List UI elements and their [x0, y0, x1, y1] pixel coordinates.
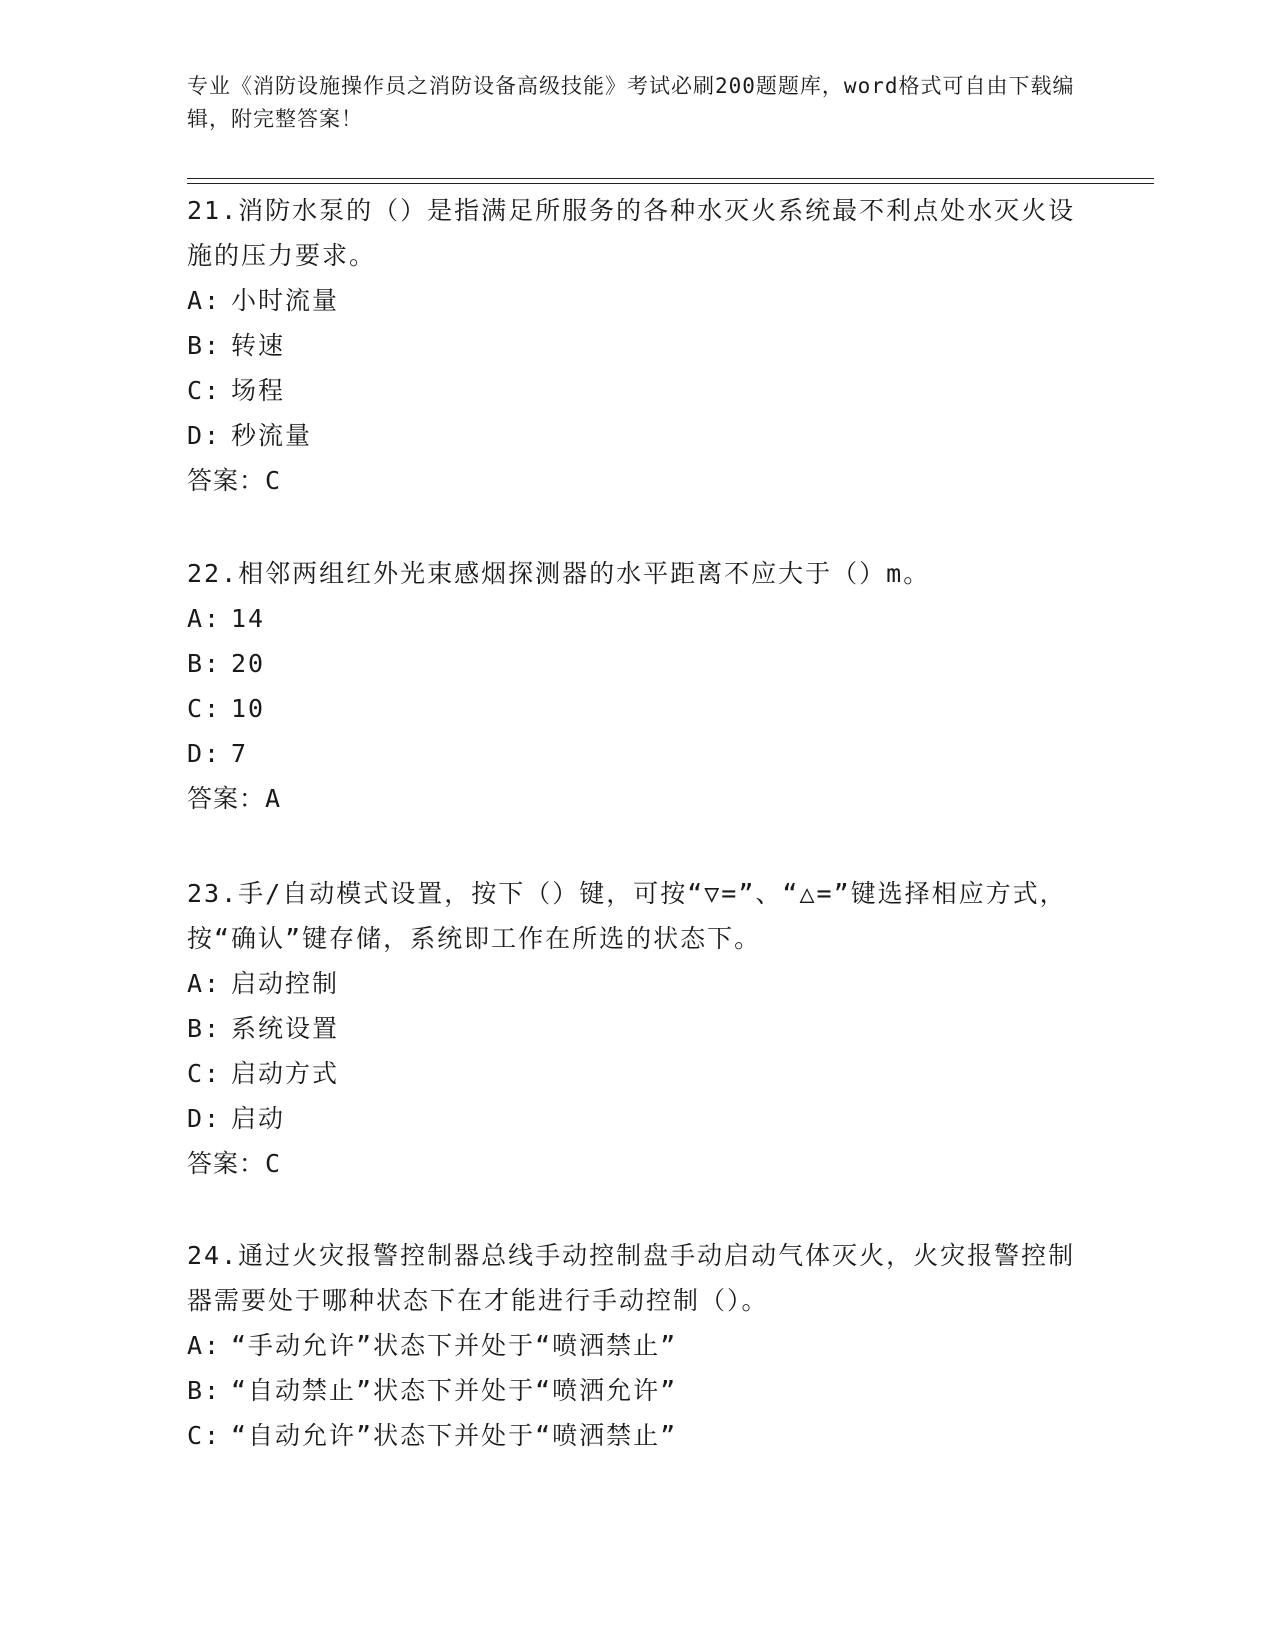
answer-label: 答案：	[187, 784, 266, 813]
option-a	[187, 1323, 1087, 1368]
answer-label: 答案：	[187, 466, 266, 495]
option-c	[187, 686, 1087, 731]
question-23	[187, 871, 1087, 1186]
option-letter: B:	[187, 649, 222, 678]
option-text: 启动控制	[231, 969, 340, 998]
option-a	[187, 278, 1087, 323]
option-c	[187, 1413, 1087, 1458]
answer-value: C	[265, 1149, 282, 1178]
option-b	[187, 323, 1087, 368]
option-letter: D:	[187, 421, 222, 450]
header-divider-top	[187, 178, 1154, 179]
answer-line	[187, 1141, 1087, 1186]
question-22	[187, 551, 1087, 821]
option-letter: C:	[187, 1059, 222, 1088]
answer-label: 答案：	[187, 1149, 266, 1178]
option-text: 场程	[231, 376, 286, 405]
option-text: 秒流量	[231, 421, 313, 450]
option-text: “自动禁止”状态下并处于“喷洒允许”	[231, 1376, 678, 1405]
question-stem: 24.通过火灾报警控制器总线手动控制盘手动启动气体灭火，火灾报警控制器需要处于哪种状态下在才能进行手动控制（）。	[187, 1241, 1076, 1315]
option-text: 7	[231, 739, 249, 768]
option-b	[187, 641, 1087, 686]
option-b	[187, 1368, 1087, 1413]
option-d	[187, 413, 1087, 458]
option-text: 转速	[231, 331, 286, 360]
option-d	[187, 1096, 1087, 1141]
option-c	[187, 368, 1087, 413]
option-letter: B:	[187, 1014, 222, 1043]
option-text: 启动	[231, 1104, 286, 1133]
question-stem: 23.手/自动模式设置，按下（）键，可按“▽=”、“△=”键选择相应方式，按“确认”键存储，系统即工作在所选的状态下。	[187, 879, 1067, 953]
option-letter: C:	[187, 694, 222, 723]
option-letter: C:	[187, 376, 222, 405]
option-b	[187, 1006, 1087, 1051]
option-letter: A:	[187, 286, 222, 315]
option-d	[187, 731, 1087, 776]
option-text: 系统设置	[231, 1014, 340, 1043]
document-header: 专业《消防设施操作员之消防设备高级技能》考试必刷200题题库，word格式可自由下载编辑，附完整答案！	[187, 74, 1075, 131]
option-text: 14	[231, 604, 266, 633]
option-a	[187, 596, 1087, 641]
option-letter: D:	[187, 739, 222, 768]
question-24	[187, 1233, 1087, 1458]
option-text: “自动允许”状态下并处于“喷洒禁止”	[231, 1421, 678, 1450]
answer-line	[187, 776, 1087, 821]
option-text: 启动方式	[231, 1059, 340, 1088]
option-text: 小时流量	[231, 286, 340, 315]
option-letter: A:	[187, 1331, 222, 1360]
option-text: “手动允许”状态下并处于“喷洒禁止”	[231, 1331, 678, 1360]
option-a	[187, 961, 1087, 1006]
option-letter: C:	[187, 1421, 222, 1450]
answer-value: A	[265, 784, 282, 813]
header-divider-bottom	[187, 183, 1154, 184]
question-stem: 21.消防水泵的（）是指满足所服务的各种水灭火系统最不利点处水灭火设施的压力要求。	[187, 196, 1076, 270]
question-stem: 22.相邻两组红外光束感烟探测器的水平距离不应大于（）m。	[187, 559, 931, 588]
question-21	[187, 188, 1087, 503]
option-letter: A:	[187, 969, 222, 998]
option-c	[187, 1051, 1087, 1096]
option-letter: B:	[187, 1376, 222, 1405]
option-text: 20	[231, 649, 266, 678]
option-letter: D:	[187, 1104, 222, 1133]
option-letter: A:	[187, 604, 222, 633]
answer-line	[187, 458, 1087, 503]
answer-value: C	[265, 466, 282, 495]
option-letter: B:	[187, 331, 222, 360]
option-text: 10	[231, 694, 266, 723]
